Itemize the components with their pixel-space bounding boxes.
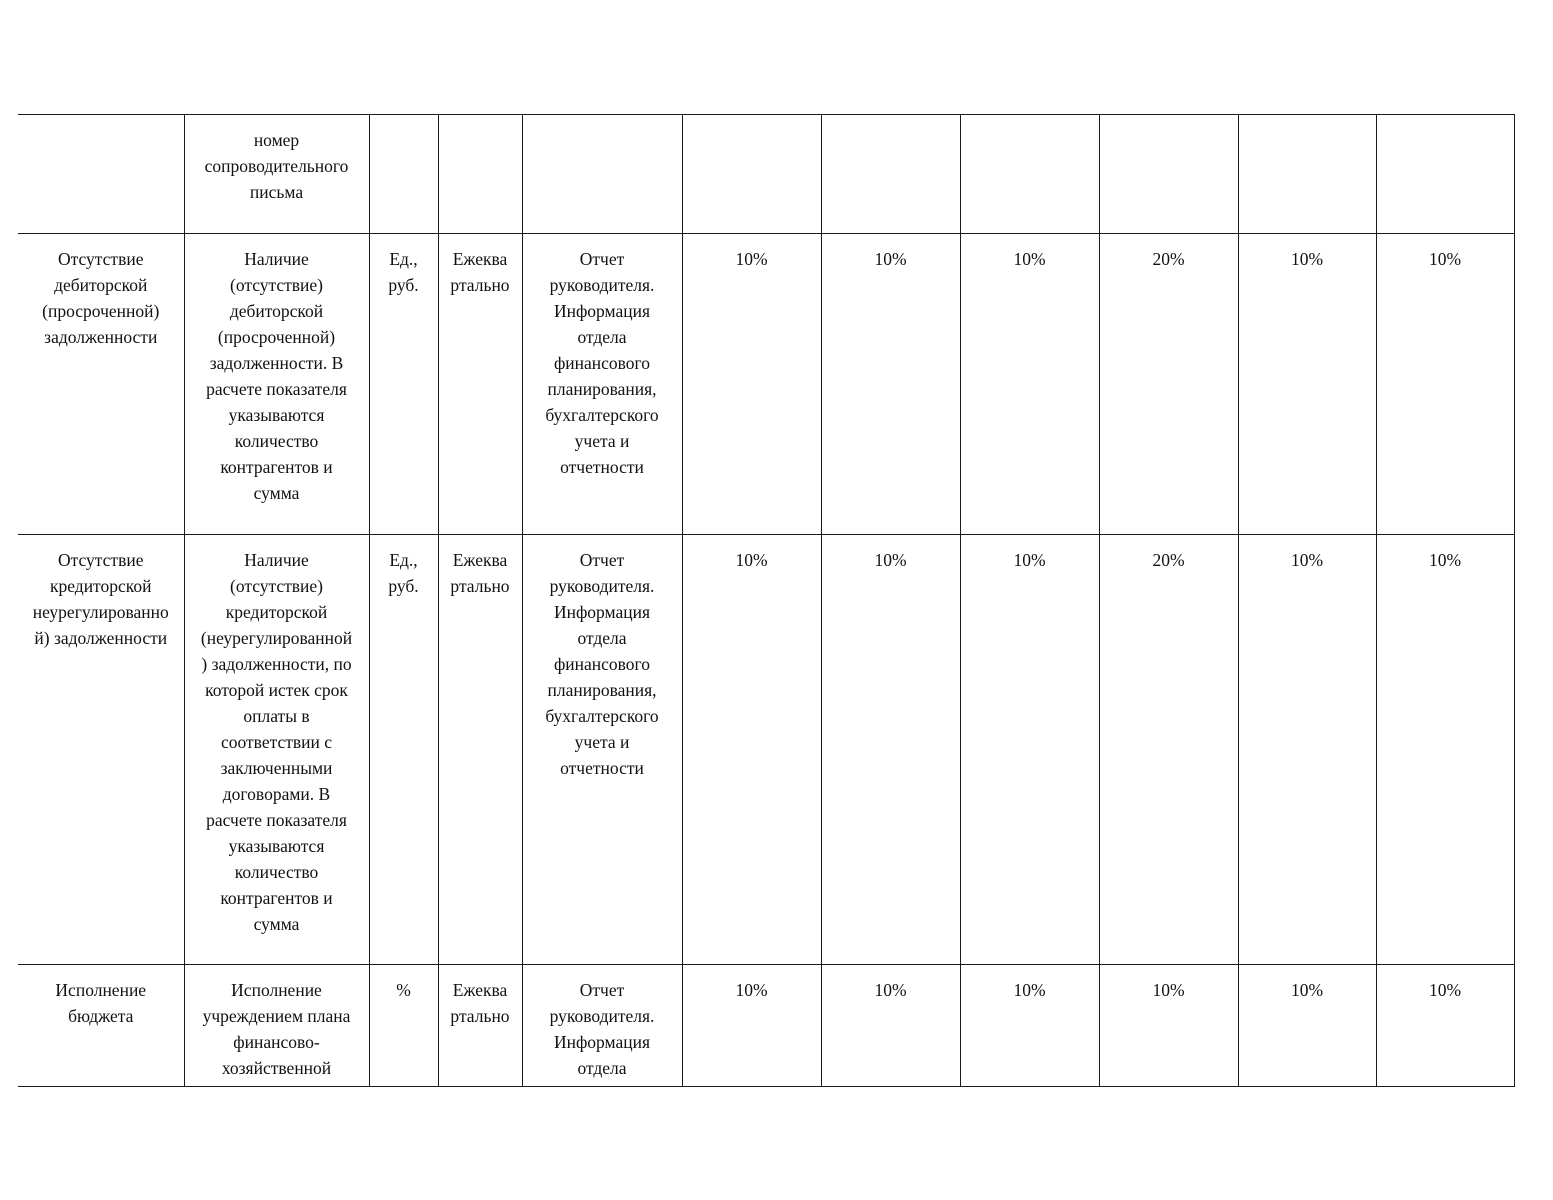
value-text: 10% [874,550,907,570]
value-text: 20% [1152,550,1185,570]
table-row [18,535,1514,965]
value-cell [821,535,960,965]
source-text: Отчет руководителя. Информация отдела [549,980,655,1078]
unit-text: Ед., руб. [388,249,419,295]
frequency-cell [438,234,522,535]
indicator-text: Отсутствие дебиторской (просроченной) задолженности [42,249,160,347]
value-cell [682,115,821,234]
value-text: 10% [735,980,768,1000]
unit-cell [369,234,438,535]
table-row [18,234,1514,535]
indicator-text: Отсутствие кредиторской неурегулированно й) задолженности [32,550,169,648]
value-cell [682,965,821,1087]
value-cell [1238,965,1376,1087]
frequency-text: Ежеква ртально [450,550,510,596]
value-cell [821,965,960,1087]
value-text: 10% [735,550,768,570]
value-text: 10% [735,249,768,269]
value-cell [1099,535,1238,965]
source-text: Отчет руководителя. Информация отдела финансового планирования, бухгалтерского учета и отчетности [545,550,659,778]
indicator-cell [18,965,184,1087]
value-text: 10% [1290,980,1324,1000]
value-text: 10% [1013,550,1046,570]
frequency-text: Ежеква ртально [450,980,510,1026]
description-text: Наличие (отсутствие) кредиторской (неурегулированной ) задолженности, по которой истек срок оплаты в соответствии с заключенными договорами. В расчете показателя указываются количество контрагентов и сумма [200,550,353,934]
indicator-cell [18,535,184,965]
indicator-text: Исполнение бюджета [55,980,147,1026]
value-text: 10% [1428,550,1462,570]
description-cell [184,965,369,1087]
frequency-text: Ежеква ртально [450,249,510,295]
source-cell [522,115,682,234]
table-row [18,115,1514,234]
table-body [18,115,1514,1087]
frequency-cell [438,535,522,965]
value-text: 10% [1290,249,1324,269]
value-cell [821,234,960,535]
source-cell [522,535,682,965]
source-cell [522,965,682,1087]
kpi-table [18,114,1515,1087]
value-cell [1376,535,1514,965]
unit-cell [369,965,438,1087]
description-text: Исполнение учреждением плана финансово- хозяйственной [202,980,351,1078]
value-text: 10% [874,249,907,269]
value-text: 10% [1013,980,1046,1000]
description-cell [184,234,369,535]
value-cell [1376,965,1514,1087]
value-cell [1376,115,1514,234]
description-text: Наличие (отсутствие) дебиторской (просроченной) задолженности. В расчете показателя указываются количество контрагентов и сумма [206,249,347,503]
value-cell [1238,535,1376,965]
value-cell [960,965,1099,1087]
value-cell [1099,115,1238,234]
value-text: 10% [1428,249,1462,269]
table-row [18,965,1514,1087]
description-text: номер сопроводительного письма [204,130,349,202]
value-cell [1238,115,1376,234]
frequency-cell [438,115,522,234]
frequency-cell [438,965,522,1087]
value-cell [682,535,821,965]
value-text: 10% [1013,249,1046,269]
value-cell [821,115,960,234]
value-cell [960,535,1099,965]
source-cell [522,234,682,535]
indicator-cell [18,234,184,535]
value-cell [960,234,1099,535]
unit-cell [369,535,438,965]
value-cell [1099,965,1238,1087]
description-cell [184,115,369,234]
value-text: 10% [874,980,907,1000]
value-text: 10% [1290,550,1324,570]
value-cell [1238,234,1376,535]
indicator-cell [18,115,184,234]
value-cell [1099,234,1238,535]
document-table-wrapper [18,114,1514,1087]
source-text: Отчет руководителя. Информация отдела финансового планирования, бухгалтерского учета и отчетности [545,249,659,477]
value-text: 20% [1152,249,1185,269]
value-text: 10% [1428,980,1462,1000]
value-cell [1376,234,1514,535]
value-cell [682,234,821,535]
description-cell [184,535,369,965]
value-text: 10% [1152,980,1185,1000]
value-cell [960,115,1099,234]
unit-text: Ед., руб. [388,550,419,596]
unit-cell [369,115,438,234]
unit-text: % [396,980,411,1000]
